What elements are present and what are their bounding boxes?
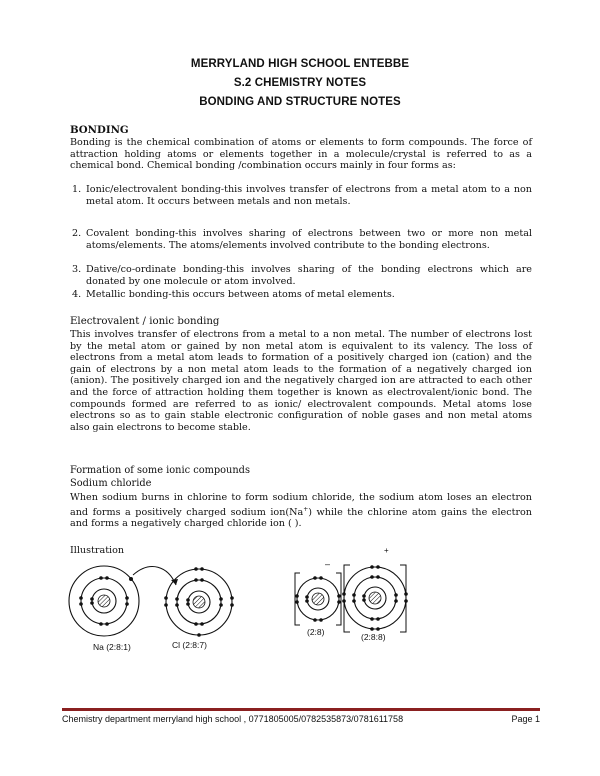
sodium-chloride-subheading: Sodium chloride	[70, 478, 152, 489]
list-number: 1.	[72, 184, 82, 195]
list-number: 4.	[72, 289, 82, 300]
negative-sign: –	[325, 559, 331, 569]
list-number: 2.	[72, 228, 82, 239]
formation-text-b: ) while the chlorine atom gains the electron and forms a negatively charged chloride ion ( ).	[70, 506, 532, 530]
page-footer	[62, 714, 540, 724]
list-text: Dative/co-ordinate bonding-this involves sharing of the bonding electrons which are donated by one molecule or atom involved.	[86, 264, 532, 287]
notes-topic: BONDING AND STRUCTURE NOTES	[199, 96, 401, 108]
formation-text-a: When sodium burns in chlorine to form sodium chloride, the sodium atom loses an electron and forms a positively charged sodium ion(Na	[70, 492, 532, 518]
illustration-label: Illustration	[70, 545, 125, 556]
list-text: Covalent bonding-this involves sharing of electrons between two or more non metal atoms/elements. The atoms/elements involved contribute to the bonding electrons.	[86, 228, 532, 251]
formation-heading: Formation of some ionic compounds	[70, 465, 250, 476]
bonding-heading: BONDING	[70, 124, 129, 136]
school-name: MERRYLAND HIGH SCHOOL ENTEBBE	[190, 58, 410, 70]
positive-sign: +	[384, 546, 389, 555]
sodium-atom	[69, 566, 139, 636]
chloride-ion-config-label: (2:8:8)	[361, 632, 386, 642]
sodium-config-label: Na (2:8:1)	[93, 642, 131, 652]
bonding-intro: Bonding is the chemical combination of atoms or elements to form compounds. The force of attraction holding atoms or elements together in a molecule/crystal is referred to as a chemical bond. Chemical bonding /combination occurs mainly in four forms as:	[70, 137, 532, 172]
chloride-ion	[342, 565, 408, 632]
ionic-text: This involves transfer of electrons from a metal to a non metal. The number of electrons lost by the metal atom or gained by non metal atom is equivalent to its valency. The loss of electrons from a metal atom leads to formation of a positively charged ion (cation) and the gain of electrons by a non metal atom leads to the formation of a negatively charged ion (anion). The positively charged ion and the negatively charged ion are attracted to each other and the force of attraction holding them together is known as electrovalent/ionic bond. The compounds formed are referred to as ionic/ electrovalent compounds. Metal atoms lose electrons so as to gain stable electronic configuration of noble gases and non metal atoms also gain electrons to become stable.	[70, 329, 532, 433]
chlorine-atom	[164, 567, 234, 637]
footer-text: Chemistry department merryland high school , 0771805005/0782535873/0781611758	[62, 714, 404, 724]
positive-charge: +	[303, 505, 309, 513]
chlorine-config-label: Cl (2:8:7)	[172, 640, 207, 650]
notes-subject: S.2 CHEMISTRY NOTES	[233, 77, 367, 89]
page-number: Page 1	[511, 714, 540, 724]
list-number: 3.	[72, 264, 82, 275]
ionic-heading: Electrovalent / ionic bonding	[70, 316, 220, 327]
list-text: Ionic/electrovalent bonding-this involves transfer of electrons from a metal atom to a non metal atom. It occurs between metals and non metals.	[86, 184, 532, 207]
sodium-ion	[295, 573, 341, 625]
footer-divider	[62, 708, 540, 711]
list-text: Metallic bonding-this occurs between atoms of metal elements.	[86, 289, 395, 300]
sodium-ion-config-label: (2:8)	[307, 627, 325, 637]
